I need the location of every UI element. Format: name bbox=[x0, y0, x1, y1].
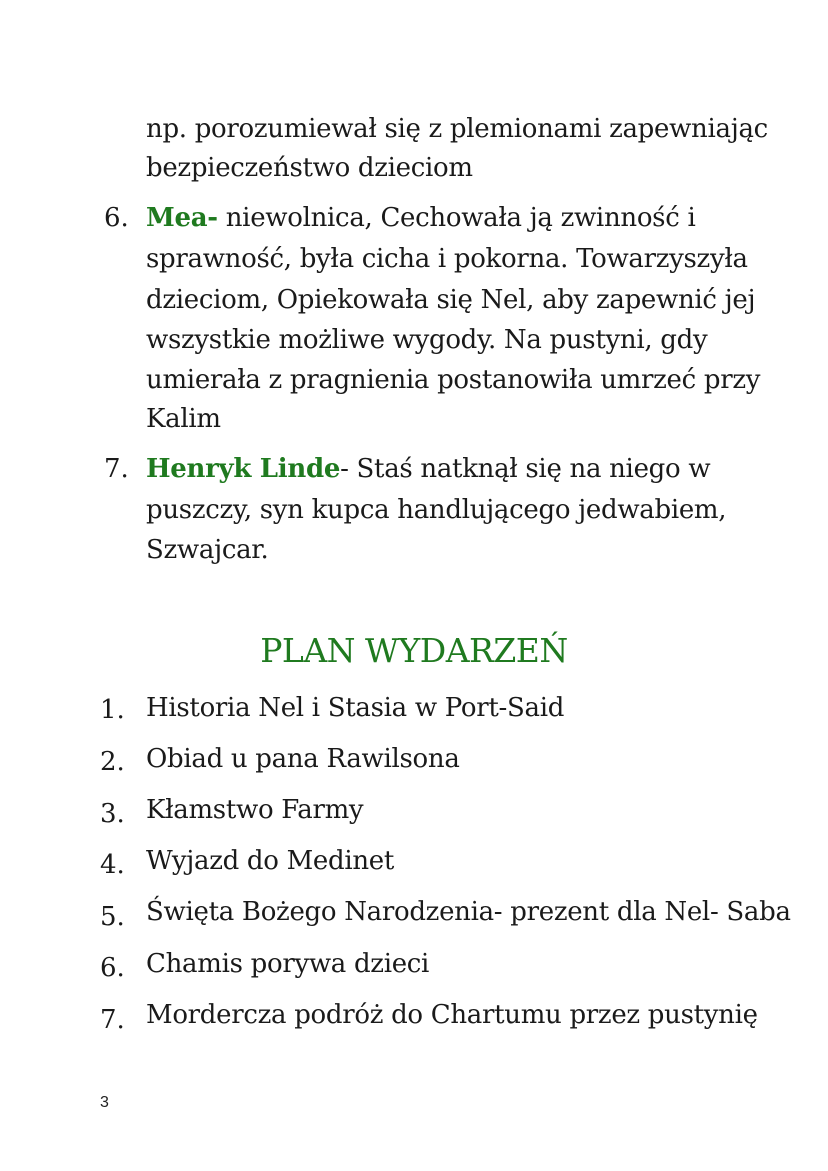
character-description-start: niewolnica, Cechowała ją zwinność i bbox=[217, 203, 696, 233]
plan-item-text: Chamis porywa dzieci bbox=[146, 949, 430, 979]
character-description-line: sprawność, była cicha i pokorna. Towarzyszyła bbox=[146, 244, 748, 274]
list-number: 6. bbox=[104, 203, 129, 233]
character-first-line bbox=[146, 449, 710, 489]
list-number: 5. bbox=[100, 902, 125, 932]
page-number: 3 bbox=[100, 1094, 109, 1111]
character-description-line: Kalim bbox=[146, 404, 221, 434]
plan-item-text: Mordercza podróż do Chartumu przez pustynię bbox=[146, 1000, 758, 1030]
character-first-line bbox=[146, 198, 695, 238]
continuation-line-1: np. porozumiewał się z plemionami zapewniając bbox=[146, 114, 768, 144]
plan-item-text: Wyjazd do Medinet bbox=[146, 846, 395, 876]
plan-item-text: Kłamstwo Farmy bbox=[146, 795, 364, 825]
list-number: 4. bbox=[100, 850, 125, 880]
character-name: Henryk Linde bbox=[146, 454, 341, 484]
list-number: 1. bbox=[100, 695, 125, 725]
character-description-line: dzieciom, Opiekowała się Nel, aby zapewnić jej bbox=[146, 285, 756, 315]
list-number: 6. bbox=[100, 953, 125, 983]
list-number: 7. bbox=[100, 1005, 125, 1035]
list-number: 2. bbox=[100, 747, 125, 777]
continuation-line-2: bezpieczeństwo dzieciom bbox=[146, 153, 473, 183]
section-heading: PLAN WYDARZEŃ bbox=[260, 631, 568, 670]
character-description-line: wszystkie możliwe wygody. Na pustyni, gdy bbox=[146, 325, 708, 355]
plan-item-text: Obiad u pana Rawilsona bbox=[146, 744, 460, 774]
list-number: 3. bbox=[100, 799, 125, 829]
plan-item-text: Święta Bożego Narodzenia- prezent dla Nel- Saba bbox=[146, 897, 791, 927]
list-number: 7. bbox=[104, 454, 129, 484]
plan-item-text: Historia Nel i Stasia w Port-Said bbox=[146, 693, 565, 723]
character-name: Mea- bbox=[146, 203, 218, 233]
character-description-line: Szwajcar. bbox=[146, 535, 269, 565]
character-description-line: umierała z pragnienia postanowiła umrzeć przy bbox=[146, 365, 761, 395]
character-description-start: - Staś natknął się na niego w bbox=[340, 454, 711, 484]
character-description-line: puszczy, syn kupca handlującego jedwabiem, bbox=[146, 495, 727, 525]
